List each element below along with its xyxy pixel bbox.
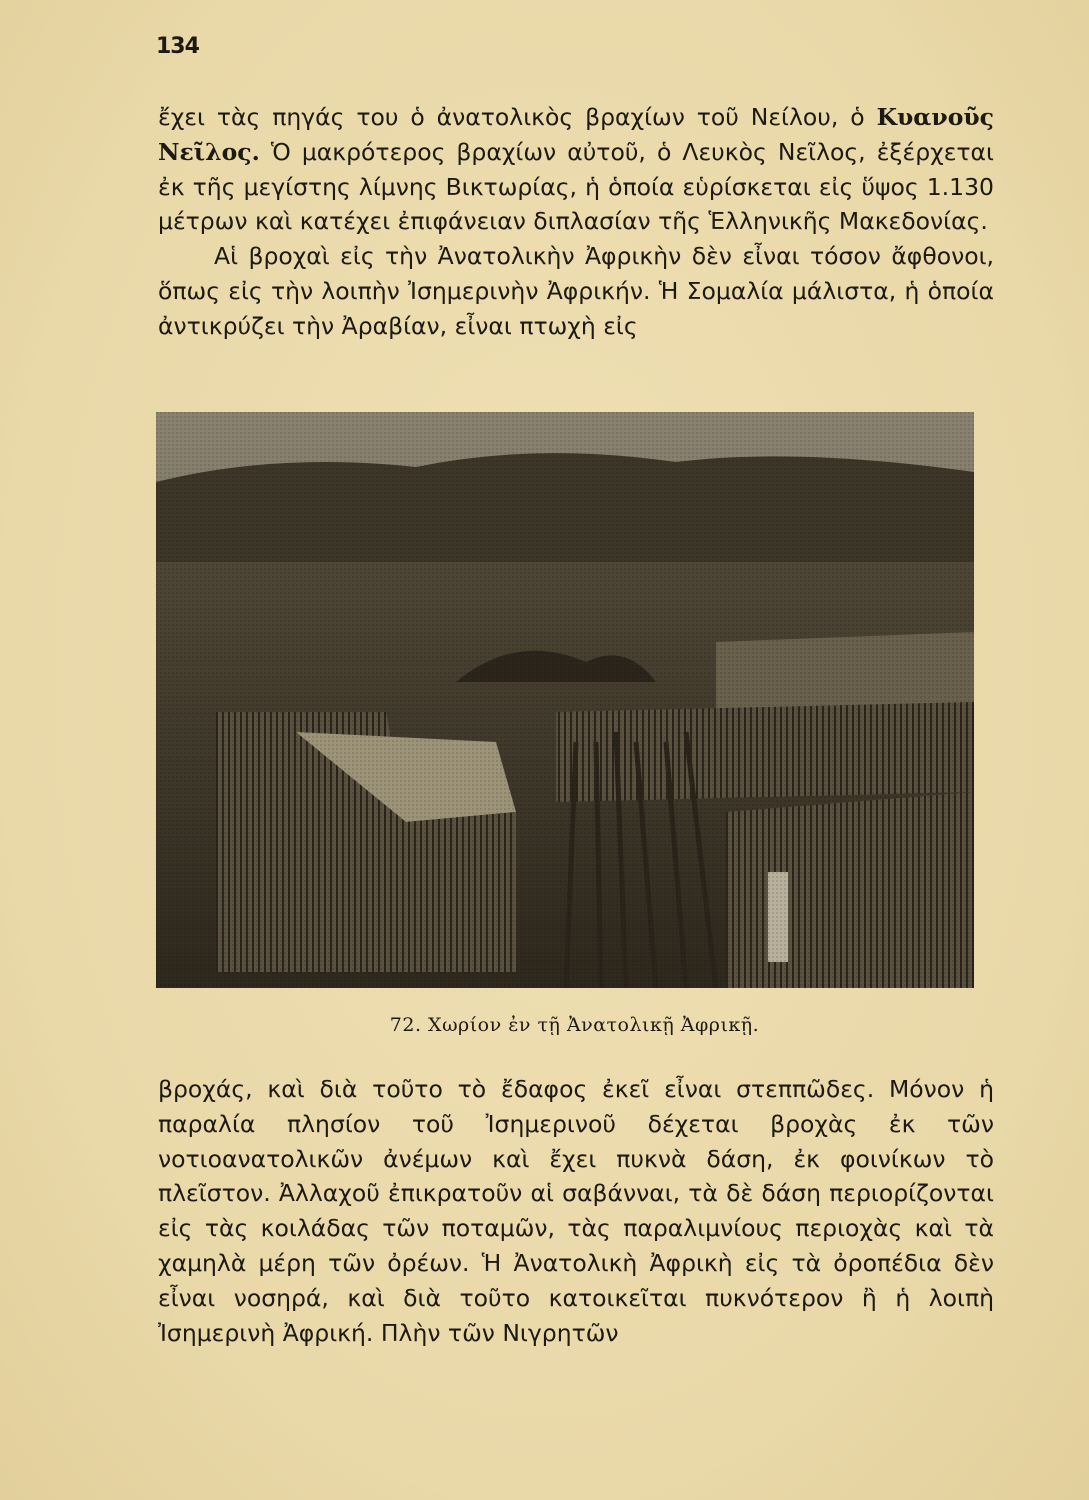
paragraph-1-end: Ὁ μακρότερος βραχίων αὐτοῦ, ὁ Λευκὸς Νεῖλος, ἐξέρχεται ἐκ τῆς μεγίστης λίμνης Βικτωρίας, ἡ ὁποία εὑρίσκεται εἰς ὕψος 1.130 μέτρων καὶ κατέχει ἐπιφάνειαν διπλασίαν τῆς Ἑλληνικῆς Μακεδονίας.: [158, 137, 994, 236]
top-text-block: [158, 100, 994, 344]
paragraph-1-start: ἔχει τὰς πηγάς του ὁ ἀνατολικὸς βραχίων τοῦ Νείλου, ὁ: [158, 103, 877, 131]
figure-caption: [0, 1014, 1089, 1036]
paragraph-2: Αἱ βροχαὶ εἰς τὴν Ἀνατολικὴν Ἀφρικὴν δὲν εἶναι τόσον ἄφθονοι, ὅπως εἰς τὴν λοιπὴν Ἰσημερινὴν Ἀφρικήν. Ἡ Σομαλία μάλιστα, ἡ ὁποία ἀντικρύζει τὴν Ἀραβίαν, εἶναι πτωχὴ εἰς: [158, 242, 994, 340]
village-photo-drawing: [156, 412, 974, 988]
village-photograph: [156, 412, 974, 988]
photo-grain: [156, 412, 974, 988]
paragraph-3: βροχάς, καὶ διὰ τοῦτο τὸ ἔδαφος ἐκεῖ εἶναι στεππῶδες. Μόνον ἡ παραλία πλησίον τοῦ Ἰσημερινοῦ δέχεται βροχὰς ἐκ τῶν νοτιοανατολικῶν ἀνέμων καὶ ἔχει πυκνὰ δάση, ἐκ φοινίκων τὸ πλεῖστον. Ἀλλαχοῦ ἐπικρατοῦν αἱ σαβάνναι, τὰ δὲ δάση περιορίζονται εἰς τὰς κοιλάδας τῶν ποταμῶν, τὰς παραλιμνίους περιοχὰς καὶ τὰ χαμηλὰ μέρη τῶν ὀρέων. Ἡ Ἀνατολικὴ Ἀφρικὴ εἰς τὰ ὀροπέδια δὲν εἶναι νοσηρά, καὶ διὰ τοῦτο κατοικεῖται πυκνότερον ἢ ἡ λοιπὴ Ἰσημερινὴ Ἀφρική. Πλὴν τῶν Νιγρητῶν: [158, 1075, 994, 1347]
paragraph-1: [158, 100, 994, 239]
blue-nile-term: Κυανοῦς Νεῖλος.: [158, 103, 994, 166]
figure-caption-text: 72. Χωρίον ἐν τῇ Ἀνατολικῇ Ἀφρικῇ.: [389, 1014, 760, 1036]
page-number: 134: [156, 34, 199, 59]
